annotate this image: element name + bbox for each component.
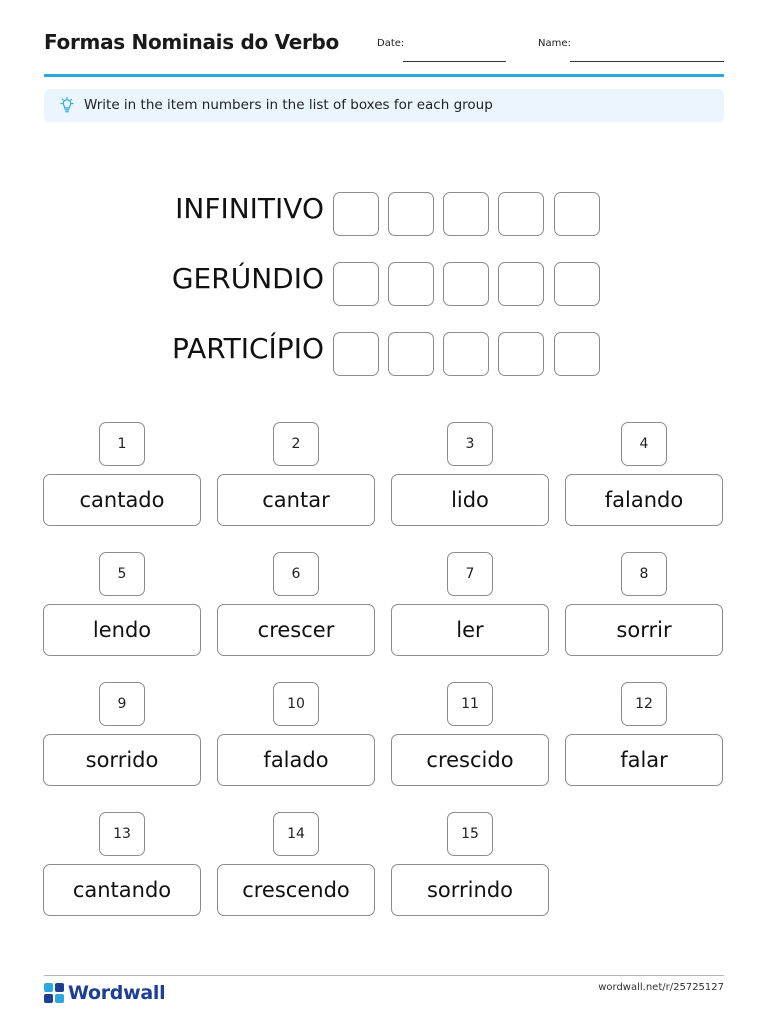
answer-box[interactable] xyxy=(443,332,489,376)
page-title: Formas Nominais do Verbo xyxy=(44,30,339,54)
item-number: 6 xyxy=(273,552,319,596)
answer-box[interactable] xyxy=(388,262,434,306)
item-number: 11 xyxy=(447,682,493,726)
answer-box[interactable] xyxy=(333,192,379,236)
wordwall-logo-icon xyxy=(44,983,64,1003)
name-label: Name: xyxy=(538,38,571,49)
item-word: cantando xyxy=(43,864,201,916)
brand-name: Wordwall xyxy=(68,982,166,1004)
header-divider xyxy=(44,74,724,77)
item-word: falar xyxy=(565,734,723,786)
item-word: lido xyxy=(391,474,549,526)
lightbulb-icon xyxy=(58,96,76,114)
item-word: crescido xyxy=(391,734,549,786)
answer-box[interactable] xyxy=(388,192,434,236)
instruction-banner xyxy=(44,89,724,122)
item-number: 14 xyxy=(273,812,319,856)
item-number: 3 xyxy=(447,422,493,466)
item-word: ler xyxy=(391,604,549,656)
instruction-text: Write in the item numbers in the list of boxes for each group xyxy=(84,97,493,113)
item-number: 9 xyxy=(99,682,145,726)
item-word: crescer xyxy=(217,604,375,656)
answer-box[interactable] xyxy=(498,262,544,306)
item-number: 1 xyxy=(99,422,145,466)
answer-box[interactable] xyxy=(498,332,544,376)
item-number: 13 xyxy=(99,812,145,856)
group-label-gerundio: GERÚNDIO xyxy=(171,262,324,295)
item-word: falando xyxy=(565,474,723,526)
answer-box[interactable] xyxy=(498,192,544,236)
item-word: falado xyxy=(217,734,375,786)
item-word: sorrir xyxy=(565,604,723,656)
item-word: crescendo xyxy=(217,864,375,916)
item-number: 5 xyxy=(99,552,145,596)
item-number: 4 xyxy=(621,422,667,466)
answer-box[interactable] xyxy=(388,332,434,376)
item-word: lendo xyxy=(43,604,201,656)
answer-box[interactable] xyxy=(443,192,489,236)
name-field[interactable] xyxy=(570,61,724,62)
answer-box[interactable] xyxy=(554,262,600,306)
item-word: cantar xyxy=(217,474,375,526)
item-number: 15 xyxy=(447,812,493,856)
answer-box[interactable] xyxy=(554,332,600,376)
answer-box[interactable] xyxy=(333,262,379,306)
item-number: 7 xyxy=(447,552,493,596)
item-word: sorrindo xyxy=(391,864,549,916)
date-label: Date: xyxy=(377,38,405,49)
item-number: 12 xyxy=(621,682,667,726)
item-number: 10 xyxy=(273,682,319,726)
answer-box[interactable] xyxy=(554,192,600,236)
footer-divider xyxy=(44,975,724,976)
item-number: 2 xyxy=(273,422,319,466)
footer-url: wordwall.net/r/25725127 xyxy=(598,982,724,993)
wordwall-logo xyxy=(44,982,165,1004)
group-label-participio: PARTICÍPIO xyxy=(171,332,324,365)
answer-box[interactable] xyxy=(333,332,379,376)
date-field[interactable] xyxy=(403,61,506,62)
group-label-infinitivo: INFINITIVO xyxy=(175,192,324,225)
answer-box[interactable] xyxy=(443,262,489,306)
item-word: sorrido xyxy=(43,734,201,786)
item-word: cantado xyxy=(43,474,201,526)
item-number: 8 xyxy=(621,552,667,596)
